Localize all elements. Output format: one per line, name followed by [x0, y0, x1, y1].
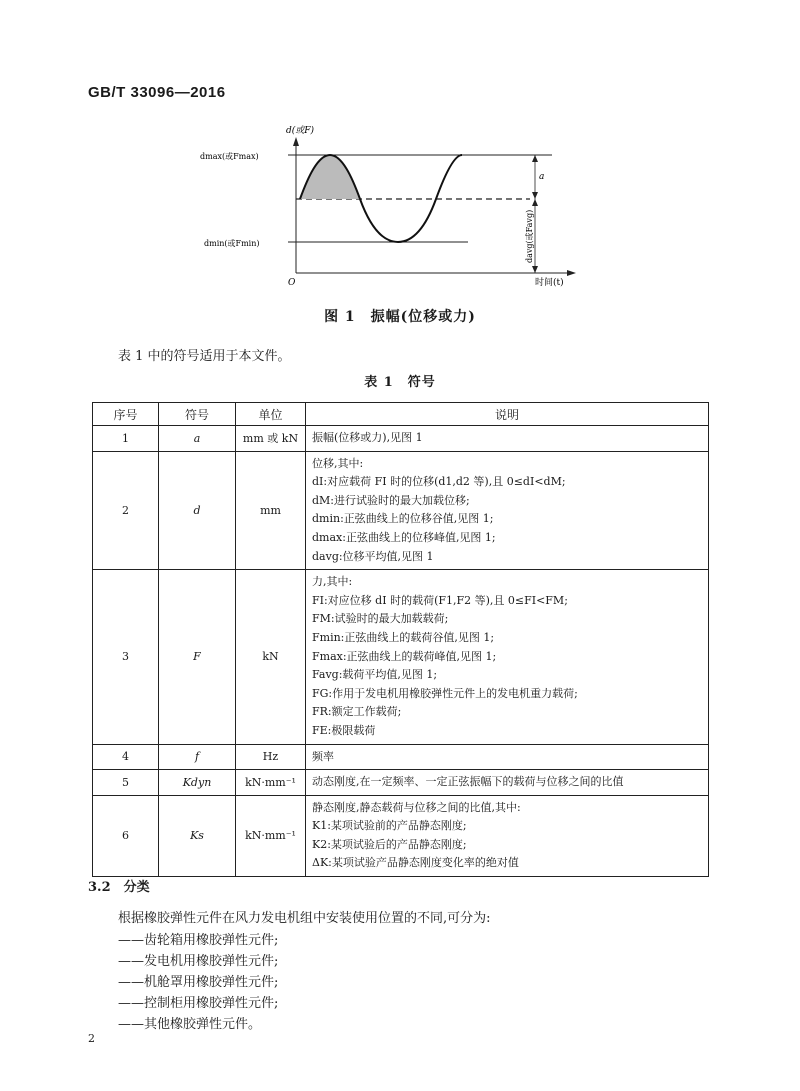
description-line: FI:对应位移 dI 时的载荷(F1,F2 等),且 0≤FI<FM;	[312, 593, 568, 607]
standard-code: GB/T 33096—2016	[88, 84, 226, 101]
description-line: 力,其中:	[312, 575, 353, 589]
row-symbol: Kdyn	[159, 770, 236, 796]
symbol-table	[92, 402, 709, 877]
origin-label: O	[288, 278, 296, 288]
table-row	[93, 744, 709, 770]
x-axis-arrow	[567, 270, 576, 276]
row-unit: kN	[236, 570, 306, 744]
dmax-label: dmax(或Fmax)	[200, 152, 259, 161]
y-axis-arrow	[293, 137, 299, 146]
description-line: Favg:载荷平均值,见图 1;	[312, 668, 438, 682]
row-no: 2	[93, 451, 159, 570]
description-line: dmax:正弦曲线上的位移峰值,见图 1;	[312, 530, 496, 544]
row-symbol: f	[159, 744, 236, 770]
header-description: 说明	[306, 403, 709, 426]
amplitude-figure	[200, 115, 590, 300]
list-item: ——其他橡胶弹性元件。	[118, 1017, 262, 1032]
description-line: davg:位移平均值,见图 1	[312, 549, 434, 563]
row-no: 5	[93, 770, 159, 796]
row-description	[306, 570, 709, 744]
list-item: ——机舱罩用橡胶弹性元件;	[118, 975, 279, 990]
table-row	[93, 426, 709, 452]
description-line: 频率	[312, 749, 334, 763]
description-line: K2:某项试验后的产品静态刚度;	[312, 837, 467, 851]
table-title: 表 1 符号	[364, 375, 436, 390]
row-unit: mm 或 kN	[236, 426, 306, 452]
table-row	[93, 570, 709, 744]
y-axis-label: d(或F)	[286, 126, 315, 136]
description-line: FE:极限载荷	[312, 723, 376, 737]
row-symbol: a	[159, 426, 236, 452]
section-lead: 根据橡胶弹性元件在风力发电机组中安装使用位置的不同,可分为:	[118, 911, 491, 926]
row-unit: kN·mm⁻¹	[236, 795, 306, 876]
row-no: 6	[93, 795, 159, 876]
row-unit: kN·mm⁻¹	[236, 770, 306, 796]
description-line: 振幅(位移或力),见图 1	[312, 431, 423, 444]
row-description	[306, 795, 709, 876]
description-line: 位移,其中:	[312, 456, 364, 470]
list-item: ——控制柜用橡胶弹性元件;	[118, 996, 279, 1011]
figure-caption: 图 1 振幅(位移或力)	[324, 309, 476, 325]
row-no: 3	[93, 570, 159, 744]
description-line: dmin:正弦曲线上的位移谷值,见图 1;	[312, 512, 494, 526]
amplitude-label: a	[539, 172, 545, 182]
description-line: ΔK:某项试验产品静态刚度变化率的绝对值	[312, 856, 519, 870]
intro-text: 表 1 中的符号适用于本文件。	[118, 349, 291, 364]
header-symbol: 符号	[159, 403, 236, 426]
table-header-row	[93, 403, 709, 426]
header-no: 序号	[93, 403, 159, 426]
row-symbol: Ks	[159, 795, 236, 876]
description-line: 动态刚度,在一定频率、一定正弦振幅下的载荷与位移之间的比值	[312, 775, 624, 789]
section-heading: 3.2 分类	[88, 880, 150, 895]
page-number: 2	[88, 1032, 95, 1045]
row-description	[306, 770, 709, 796]
row-unit: Hz	[236, 744, 306, 770]
row-symbol: F	[159, 570, 236, 744]
description-line: FR:额定工作载荷;	[312, 705, 402, 719]
row-description	[306, 451, 709, 570]
description-line: Fmax:正弦曲线上的载荷峰值,见图 1;	[312, 649, 497, 663]
description-line: Fmin:正弦曲线上的载荷谷值,见图 1;	[312, 630, 495, 644]
description-line: dI:对应载荷 FI 时的位移(d1,d2 等),且 0≤dI<dM;	[312, 475, 566, 489]
row-no: 1	[93, 426, 159, 452]
row-description	[306, 744, 709, 770]
table-row	[93, 795, 709, 876]
table-row	[93, 770, 709, 796]
list-item: ——发电机用橡胶弹性元件;	[118, 954, 279, 969]
dmin-label: dmin(或Fmin)	[204, 239, 260, 248]
row-symbol: d	[159, 451, 236, 570]
list-item: ——齿轮箱用橡胶弹性元件;	[118, 933, 279, 948]
x-axis-label: 时间(t)	[535, 278, 564, 288]
description-line: 静态刚度,静态载荷与位移之间的比值,其中:	[312, 800, 521, 814]
header-unit: 单位	[236, 403, 306, 426]
description-line: FG:作用于发电机用橡胶弹性元件上的发电机重力载荷;	[312, 686, 578, 700]
row-unit: mm	[236, 451, 306, 570]
row-description	[306, 426, 709, 452]
description-line: FM:试验时的最大加载载荷;	[312, 612, 449, 626]
row-no: 4	[93, 744, 159, 770]
description-line: dM:进行试验时的最大加载位移;	[312, 493, 470, 507]
table-row	[93, 451, 709, 570]
average-label: davg(或Favg)	[525, 209, 534, 263]
description-line: K1:某项试验前的产品静态刚度;	[312, 819, 467, 833]
